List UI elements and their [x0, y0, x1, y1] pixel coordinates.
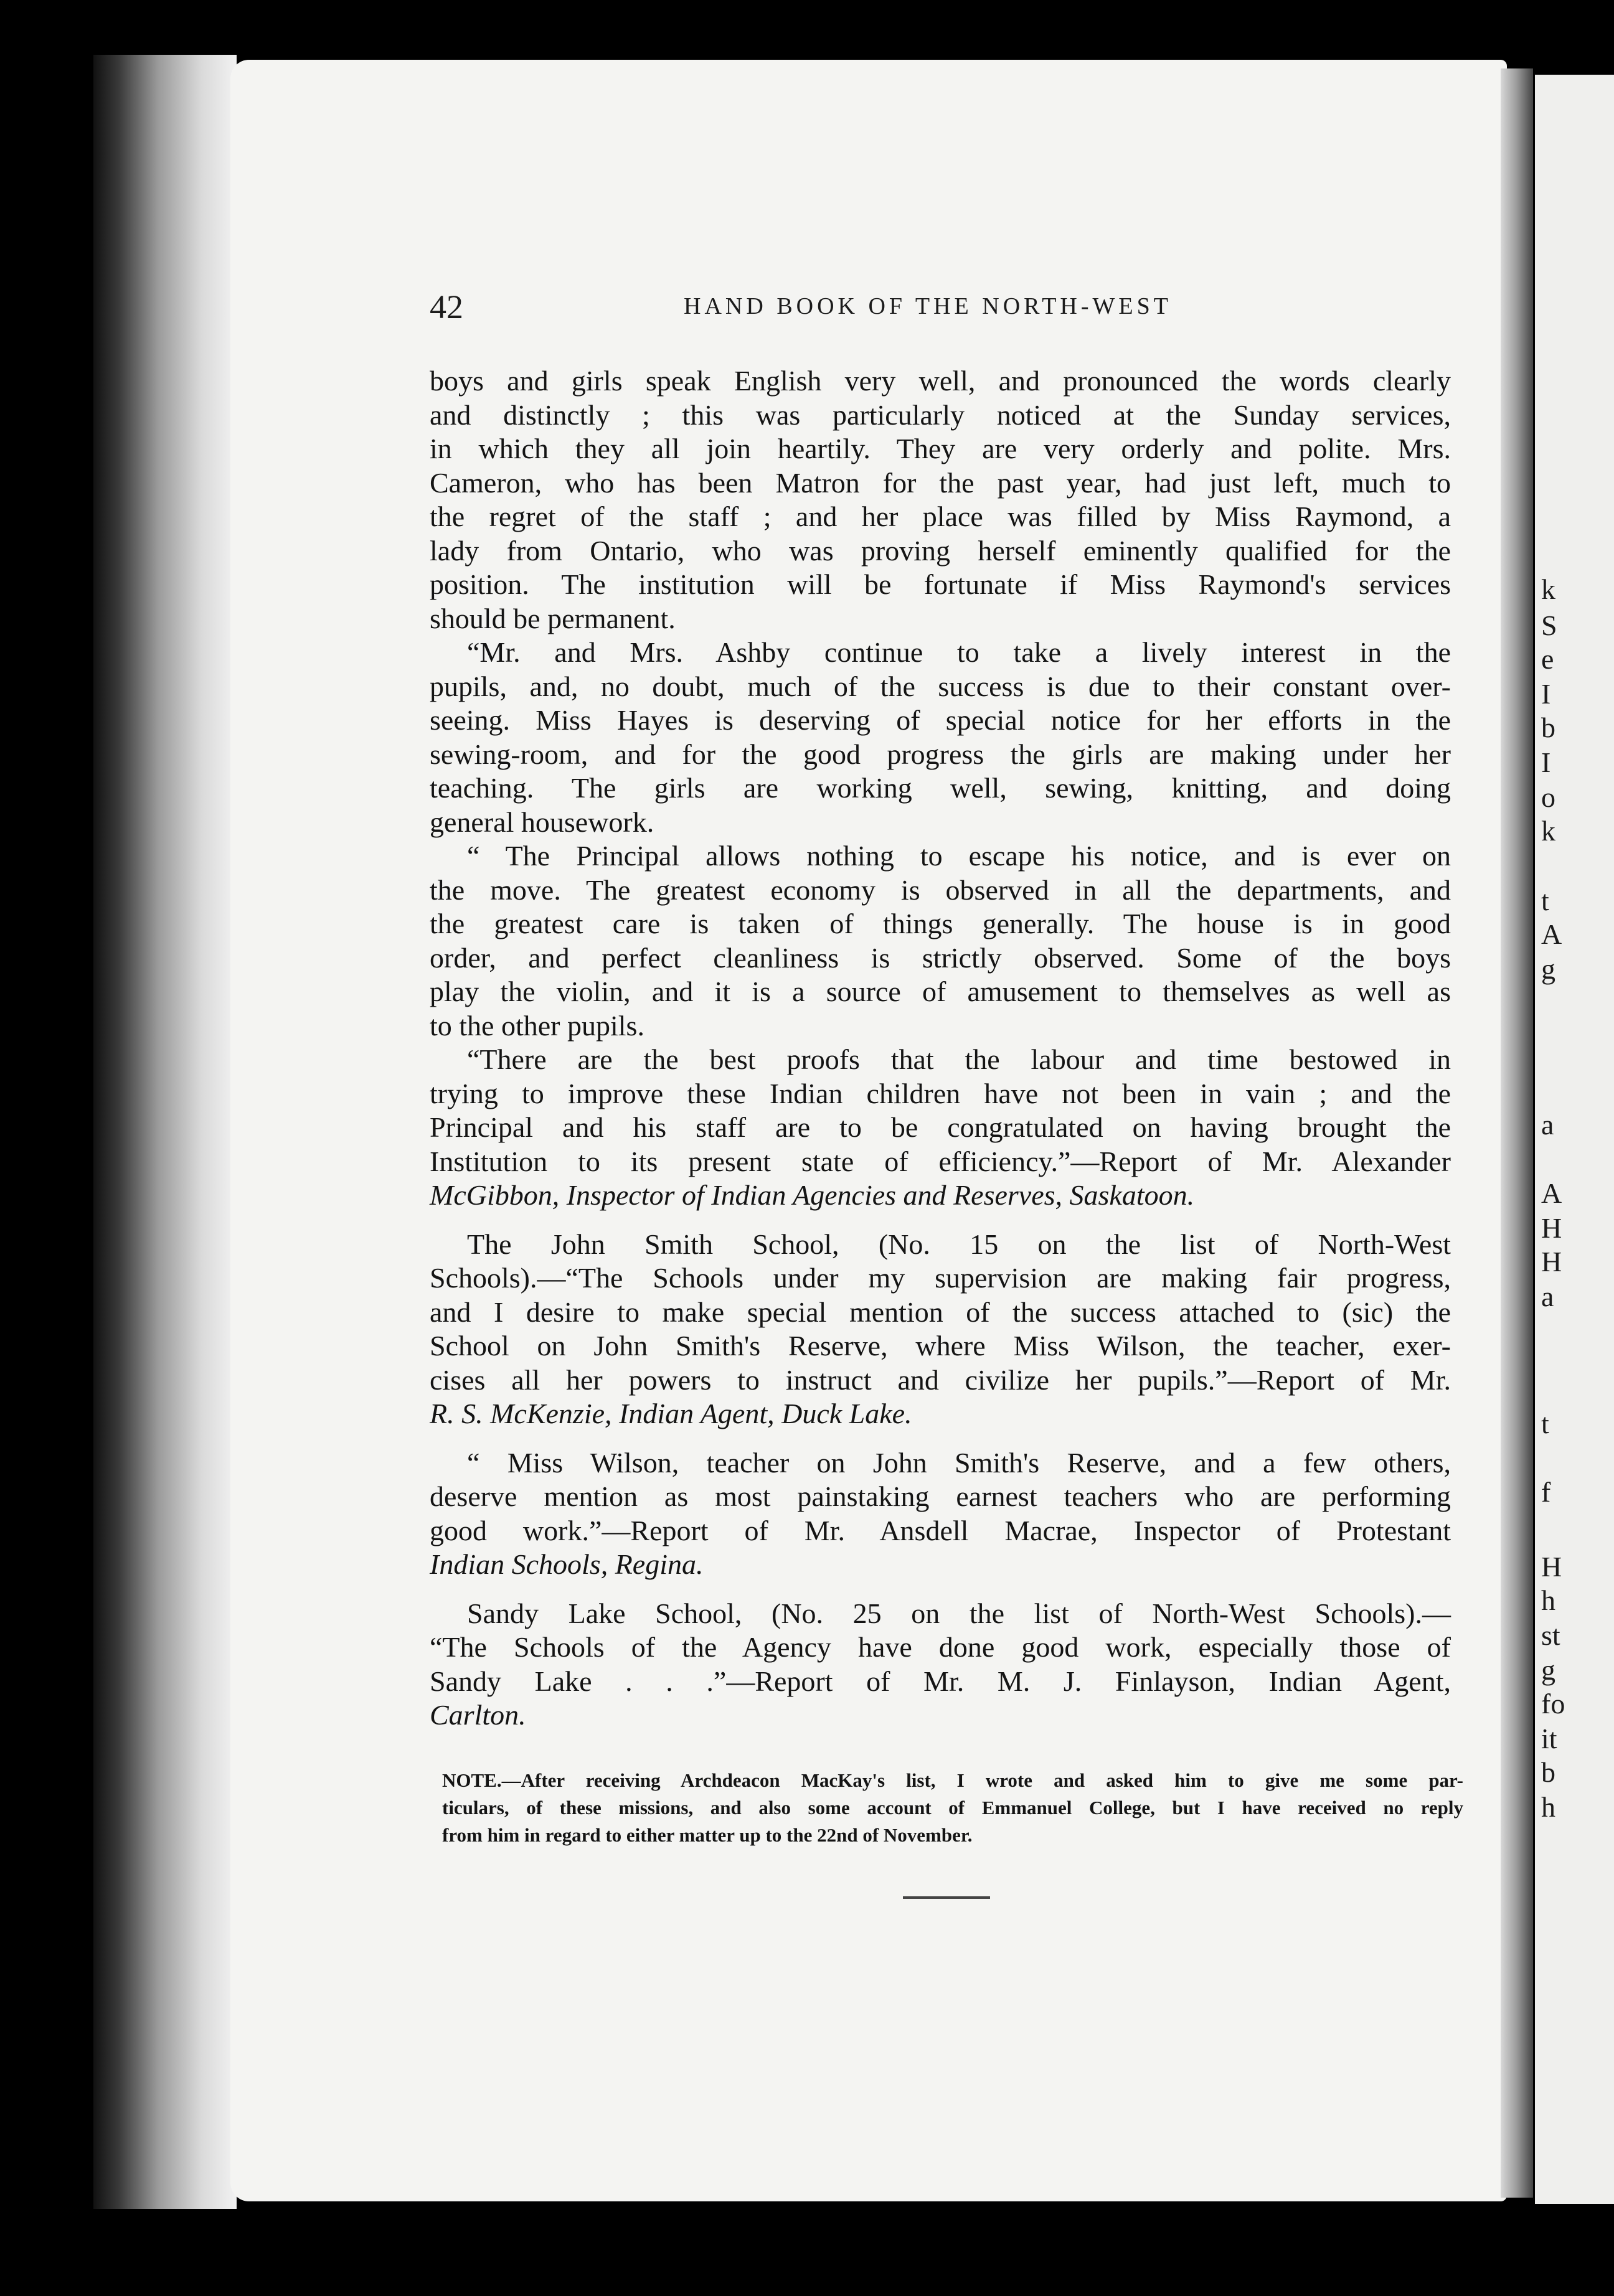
facing-page-fragment: k: [1541, 573, 1555, 605]
footnote-line: from him in regard to either matter up to the 22nd of November.: [442, 1824, 973, 1846]
facing-page-fragment: A: [1541, 918, 1562, 950]
facing-page-fragment: g: [1541, 1654, 1555, 1686]
text-line: McGibbon, Inspector of Indian Agencies and Reserves, Saskatoon.: [430, 1179, 1195, 1211]
text-line: “ The Principal allows nothing to escape his notice, and is ever on: [467, 840, 1451, 872]
text-line: general housework.: [430, 806, 654, 838]
facing-page-fragment: f: [1541, 1476, 1551, 1508]
text-line: in which they all join heartily. They are very orderly and polite. Mrs.: [430, 433, 1451, 464]
facing-page-fragment: A: [1541, 1177, 1562, 1209]
text-line: Carlton.: [430, 1699, 526, 1731]
paragraph: [430, 1597, 1451, 1733]
text-line: Cameron, who has been Matron for the past year, had just left, much to: [430, 466, 1451, 499]
text-line: order, and perfect cleanliness is strictly observed. Some of the boys: [430, 941, 1451, 974]
text-line: “The Schools of the Agency have done good work, especially those of: [430, 1631, 1451, 1663]
page-number: 42: [430, 288, 463, 326]
text-line: boys and girls speak English very well, and pronounced the words clearly: [430, 365, 1451, 397]
footnote-line: ticulars, of these missions, and also some account of Emmanuel College, but I have received no reply: [442, 1797, 1463, 1818]
facing-page-fragment: a: [1541, 1109, 1554, 1141]
facing-page-fragment: e: [1541, 643, 1554, 675]
text-line: teaching. The girls are working well, sewing, knitting, and doing: [430, 772, 1451, 804]
text-line: School on John Smith's Reserve, where Miss Wilson, the teacher, exer-: [430, 1330, 1451, 1362]
facing-page-fragment: H: [1541, 1246, 1562, 1277]
text-line: cises all her powers to instruct and civilize her pupils.”—Report of Mr.: [430, 1363, 1451, 1396]
running-title: HAND BOOK OF THE NORTH-WEST: [684, 293, 1172, 319]
book-gutter-right: [1501, 68, 1533, 2198]
facing-page-fragment: I: [1541, 746, 1551, 778]
text-line: Schools).—“The Schools under my supervision are making fair progress,: [430, 1262, 1451, 1294]
paragraph: [430, 839, 1451, 1043]
text-line: lady from Ontario, who was proving herself eminently qualified for the: [430, 534, 1451, 567]
text-line: to the other pupils.: [430, 1009, 644, 1042]
text-line: Indian Schools, Regina.: [430, 1548, 704, 1580]
text-line: the greatest care is taken of things generally. The house is in good: [430, 908, 1451, 939]
facing-page-fragment: H: [1541, 1212, 1562, 1244]
facing-page-fragment: k: [1541, 815, 1555, 847]
facing-page-fragment: b: [1541, 1756, 1555, 1788]
facing-page-fragment: fo: [1541, 1688, 1565, 1720]
facing-page-fragment: o: [1541, 781, 1555, 813]
footnote-line: NOTE.—After receiving Archdeacon MacKay's list, I wrote and asked him to give me some par-: [442, 1769, 1463, 1791]
book-fore-edge-left: [93, 55, 237, 2209]
text-line: “ Miss Wilson, teacher on John Smith's Reserve, and a few others,: [467, 1446, 1451, 1479]
paragraph: [430, 1446, 1451, 1582]
paragraph: [430, 1043, 1451, 1213]
text-line: Institution to its present state of efficiency.”—Report of Mr. Alexander: [430, 1145, 1451, 1177]
facing-page-fragment: t: [1541, 885, 1549, 916]
text-line: should be permanent.: [430, 602, 676, 634]
text-line: deserve mention as most painstaking earnest teachers who are performing: [430, 1480, 1451, 1512]
facing-page-fragment: t: [1541, 1408, 1549, 1439]
facing-page-fragment: a: [1541, 1281, 1554, 1312]
paragraph: [430, 364, 1451, 636]
facing-page-fragment: S: [1541, 609, 1557, 641]
text-line: pupils, and, no doubt, much of the success is due to their constant over-: [430, 670, 1451, 702]
facing-page-fragment: g: [1541, 953, 1555, 985]
facing-page-fragment: h: [1541, 1791, 1555, 1823]
text-line: and distinctly ; this was particularly noticed at the Sunday services,: [430, 398, 1451, 431]
facing-page-fragment: st: [1541, 1619, 1560, 1651]
text-line: trying to improve these Indian children have not been in vain ; and the: [430, 1077, 1451, 1109]
body-text: [430, 364, 1451, 1733]
text-line: The John Smith School, (No. 15 on the list of North-West: [467, 1228, 1451, 1260]
facing-page-fragment: b: [1541, 712, 1555, 743]
text-line: Principal and his staff are to be congratulated on having brought the: [430, 1111, 1451, 1143]
text-line: “Mr. and Mrs. Ashby continue to take a lively interest in the: [467, 636, 1451, 668]
text-line: sewing-room, and for the good progress the girls are making under her: [430, 738, 1451, 770]
facing-page-fragment: it: [1541, 1723, 1557, 1754]
text-line: the move. The greatest economy is observed in all the departments, and: [430, 873, 1451, 906]
paragraph: [430, 636, 1451, 839]
text-line: play the violin, and it is a source of amusement to themselves as well as: [430, 976, 1451, 1007]
text-line: position. The institution will be fortunate if Miss Raymond's services: [430, 568, 1451, 600]
facing-page-fragment: h: [1541, 1584, 1555, 1616]
text-line: Sandy Lake School, (No. 25 on the list of North-West Schools).—: [467, 1597, 1451, 1629]
text-line: R. S. McKenzie, Indian Agent, Duck Lake.: [430, 1398, 912, 1429]
paragraph: [430, 1228, 1451, 1431]
text-line: Sandy Lake . . .”—Report of Mr. M. J. Finlayson, Indian Agent,: [430, 1665, 1451, 1697]
facing-page-fragment: H: [1541, 1551, 1562, 1583]
facing-page-edge: [1535, 75, 1614, 2204]
text-line: good work.”—Report of Mr. Ansdell Macrae, Inspector of Protestant: [430, 1514, 1451, 1546]
section-end-rule: [903, 1896, 990, 1899]
footnote: [442, 1767, 1463, 1849]
text-line: the regret of the staff ; and her place was filled by Miss Raymond, a: [430, 501, 1451, 532]
text-line: seeing. Miss Hayes is deserving of special notice for her efforts in the: [430, 704, 1451, 736]
text-line: and I desire to make special mention of the success attached to (sic) the: [430, 1296, 1451, 1328]
text-line: “There are the best proofs that the labour and time bestowed in: [467, 1043, 1451, 1075]
facing-page-fragment: I: [1541, 678, 1551, 710]
